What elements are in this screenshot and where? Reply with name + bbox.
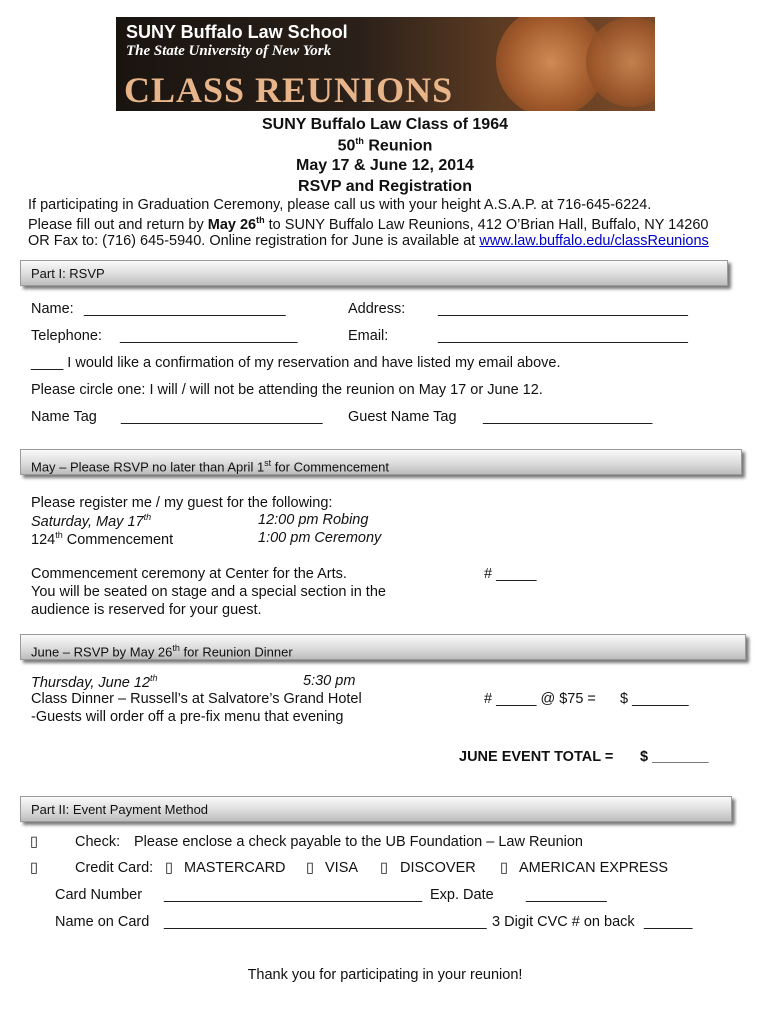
cvc-field[interactable]: ______: [644, 914, 693, 930]
email-field[interactable]: _______________________________: [438, 328, 688, 344]
mastercard-checkbox[interactable]: ▯: [165, 860, 173, 876]
credit-card-label: Credit Card:: [75, 860, 154, 876]
check-checkbox[interactable]: ▯: [30, 834, 38, 850]
saturday-date: Saturday, May 17th: [31, 512, 152, 530]
discover-checkbox[interactable]: ▯: [380, 860, 388, 876]
check-label: Check:: [75, 834, 121, 850]
thursday-date: Thursday, June 12th: [31, 673, 158, 691]
card-number-field[interactable]: ________________________________: [164, 887, 423, 903]
exp-date-label: Exp. Date: [430, 887, 494, 903]
telephone-label: Telephone:: [31, 328, 102, 344]
card-number-label: Card Number: [55, 887, 143, 903]
discover-label: DISCOVER: [400, 860, 476, 876]
seating-line: You will be seated on stage and a special section in the: [31, 584, 386, 600]
intro-line-2: Please fill out and return by May 26th to SUNY Buffalo Law Reunions, 412 O’Brian Hall, Buffalo, NY 14260: [28, 215, 709, 233]
guest-name-tag-field[interactable]: _____________________: [483, 409, 653, 425]
class-dinner-line: Class Dinner – Russell’s at Salvatore’s Grand Hotel: [31, 691, 362, 707]
guest-seating-line: audience is reserved for your guest.: [31, 602, 262, 618]
commencement-label: 124th Commencement: [31, 530, 174, 548]
banner-school-name: SUNY Buffalo Law School: [126, 22, 348, 42]
cvc-label: 3 Digit CVC # on back: [492, 914, 635, 930]
dinner-time: 5:30 pm: [303, 673, 356, 689]
dinner-amount-field[interactable]: $ _______: [620, 691, 689, 707]
banner-class-reunions: CLASS REUNIONS: [124, 70, 454, 110]
robing-time: 12:00 pm Robing: [258, 512, 369, 528]
heading-rsvp: RSVP and Registration: [298, 178, 472, 195]
exp-date-field[interactable]: __________: [526, 887, 607, 903]
guest-name-tag-label: Guest Name Tag: [348, 409, 457, 425]
address-label: Address:: [348, 301, 406, 317]
name-on-card-field[interactable]: ________________________________________: [164, 914, 487, 930]
check-instructions: Please enclose a check payable to the UB Foundation – Law Reunion: [134, 834, 583, 850]
register-line: Please register me / my guest for the following:: [31, 495, 333, 511]
intro-line-1: If participating in Graduation Ceremony, please call us with your height A.S.A.P. at 716-645-6224.: [28, 197, 652, 213]
guests-menu-line: -Guests will order off a pre-fix menu that evening: [31, 709, 344, 725]
attendance-line[interactable]: Please circle one: I will / will not be attending the reunion on May 17 or June 12.: [31, 382, 543, 398]
name-tag-label: Name Tag: [31, 409, 97, 425]
june-total-field[interactable]: $ _______: [640, 749, 709, 765]
address-field[interactable]: _______________________________: [438, 301, 688, 317]
visa-checkbox[interactable]: ▯: [306, 860, 314, 876]
section-bar-june: June – RSVP by May 26th for Reunion Dinner: [20, 634, 746, 660]
confirmation-line[interactable]: ____ I would like a confirmation of my reservation and have listed my email above.: [31, 355, 561, 371]
mastercard-label: MASTERCARD: [184, 860, 286, 876]
june-total-label: JUNE EVENT TOTAL =: [459, 749, 614, 765]
class-reunions-banner: [116, 17, 655, 111]
heading-reunion: 50th Reunion: [337, 136, 433, 155]
email-label: Email:: [348, 328, 389, 344]
registration-link[interactable]: www.law.buffalo.edu/classReunions: [479, 233, 709, 249]
name-field[interactable]: _________________________: [84, 301, 286, 317]
telephone-field[interactable]: ______________________: [120, 328, 298, 344]
dinner-count-field[interactable]: # _____ @ $75 =: [484, 691, 596, 707]
credit-card-checkbox[interactable]: ▯: [30, 860, 38, 876]
ceremony-time: 1:00 pm Ceremony: [258, 530, 382, 546]
heading-class: SUNY Buffalo Law Class of 1964: [262, 116, 508, 133]
name-tag-field[interactable]: _________________________: [121, 409, 323, 425]
section-bar-part2: Part II: Event Payment Method: [20, 796, 732, 822]
intro-line-3: OR Fax to: (716) 645-5940. Online registration for June is available at www.law.buffalo.edu/classReunions: [28, 233, 709, 249]
section-bar-part1: Part I: RSVP: [20, 260, 728, 286]
name-label: Name:: [31, 301, 74, 317]
section-bar-may: May – Please RSVP no later than April 1st for Commencement: [20, 449, 742, 475]
amex-label: AMERICAN EXPRESS: [519, 860, 669, 876]
visa-label: VISA: [325, 860, 359, 876]
heading-dates: May 17 & June 12, 2014: [296, 157, 474, 174]
banner-university-name: The State University of New York: [126, 43, 332, 59]
commencement-location: Commencement ceremony at Center for the Arts.: [31, 566, 347, 582]
amex-checkbox[interactable]: ▯: [500, 860, 508, 876]
name-on-card-label: Name on Card: [55, 914, 150, 930]
commencement-count-field[interactable]: # _____: [484, 566, 537, 582]
thank-you-note: Thank you for participating in your reunion!: [247, 967, 523, 983]
